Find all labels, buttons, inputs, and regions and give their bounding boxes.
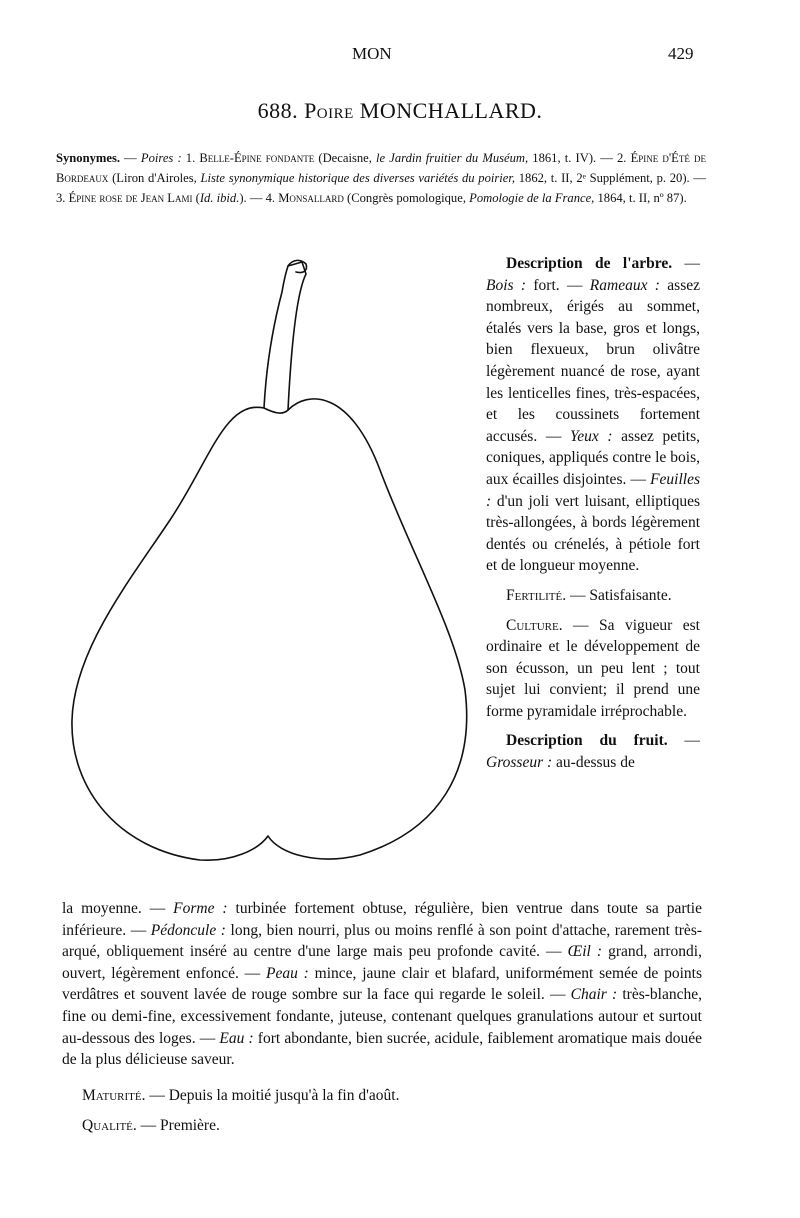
syn-dash: —: [120, 151, 141, 165]
title-number: 688.: [257, 98, 299, 123]
title-prefix: Poire: [304, 98, 354, 123]
syn-ref-title: le Jardin fruitier du Muséum,: [376, 151, 529, 165]
yeux-text: assez petits, coniques, appliqués contre le bois, aux écailles disjointes. —: [486, 427, 700, 488]
syn-ref-title: Liste synonymique historique des diverses variétés du poirier,: [200, 171, 516, 185]
page-title: [0, 98, 800, 124]
culture-text: — Sa vigueur est ordinaire et le développement de son écusson, un peu lent ; tout sujet lui convient; il prend une forme pyramidale irréprochable.: [486, 616, 700, 720]
fruit-heading-line: [486, 730, 700, 773]
fruit-heading: Description du fruit.: [506, 732, 668, 750]
culture-label: Culture.: [506, 616, 563, 634]
eau-text: fort abondante, bien sucrée, acidule, faiblement aromatique mais douée de la plus délicieuse saveur.: [62, 1029, 702, 1069]
synonyms-block: [56, 148, 706, 208]
feuilles-text: d'un joli vert luisant, elliptiques très-allongées, à bords légèrement dentés ou crénelés, à pétiole fort et de longueur moyenne.: [486, 492, 700, 575]
fertility: [486, 585, 700, 607]
syn-ref: (Liron d'Airoles,: [108, 171, 201, 185]
yeux-label: Yeux :: [570, 427, 613, 445]
right-column: [486, 253, 700, 774]
culture: [486, 615, 700, 723]
synonym-3: Épine rose de Jean Lami: [68, 191, 193, 205]
bois-text: fort. —: [526, 276, 590, 294]
synonyms-label: Synonymes.: [56, 151, 121, 165]
maturity: [62, 1085, 702, 1107]
grosseur-text: au-dessus de: [552, 754, 635, 772]
pedoncule-label: Pédoncule :: [150, 921, 226, 939]
chair-text: très-blanche, fine ou demi-fine, excessivement fondante, juteuse, contenant quelques granulations autour et surtout au-dessous des loges. —: [62, 986, 702, 1047]
oeil-label: Œil :: [567, 943, 603, 961]
grosseur-cont: la moyenne. —: [62, 900, 174, 917]
feuilles-label: Feuilles :: [486, 470, 700, 510]
fruit-paragraph: [62, 898, 702, 1071]
syn-ref: 1864, t. II, nº 87).: [594, 191, 687, 205]
syn-ref-title: Pomologie de la France,: [469, 191, 595, 205]
oeil-text: grand, arrondi, ouvert, légèrement enfoncé. —: [62, 943, 702, 982]
peau-label: Peau :: [266, 964, 309, 982]
synonym-2: Épine d'Été de Bordeaux: [56, 151, 706, 185]
eau-label: Eau :: [219, 1029, 254, 1047]
forme-text: turbinée fortement obtuse, régulière, bien ventrue dans toute sa partie inférieure. —: [62, 900, 702, 939]
maturity-label: Maturité.: [82, 1086, 146, 1104]
quality: [62, 1115, 702, 1137]
synonym-1: Belle-Épine fondante: [199, 151, 315, 165]
fertility-text: — Satisfaisante.: [566, 586, 672, 604]
synonym-4: Monsallard: [278, 191, 344, 205]
tree-description: [486, 253, 700, 577]
syn-ref: (Congrès pomologique,: [343, 191, 470, 205]
quality-label: Qualité.: [82, 1117, 137, 1135]
pear-outline: [72, 399, 467, 860]
peau-text: mince, jaune clair et blafard, uniformément semée de points verdâtres et souvent lavée de rouge sombre sur la face qui regarde le soleil. —: [62, 964, 702, 1004]
syn-num: 1.: [181, 151, 200, 165]
fruit-description: [62, 898, 702, 1137]
syn-ref: 1861, t. IV). — 2.: [528, 151, 631, 165]
syn-ref-title: Id. ibid.: [199, 191, 240, 205]
rameaux-label: Rameaux :: [589, 276, 660, 294]
maturity-text: — Depuis la moitié jusqu'à la fin d'août.: [145, 1086, 400, 1104]
bois-label: Bois :: [486, 276, 527, 294]
pear-illustration: [60, 250, 480, 900]
syn-ref: ). — 4.: [239, 191, 279, 205]
syn-ref: (: [192, 191, 200, 205]
quality-text: — Première.: [136, 1117, 220, 1135]
page-number: 429: [668, 44, 694, 63]
pear-stem: [264, 262, 306, 410]
syn-ref: (Decaisne,: [314, 151, 377, 165]
syn-ref: 1862, t. II, 2ᵉ Supplément, p. 20). — 3.: [56, 171, 706, 205]
grosseur-label: Grosseur :: [486, 754, 553, 772]
forme-label: Forme :: [173, 900, 228, 917]
tree-heading: Description de l'arbre.: [506, 255, 673, 272]
syn-kind: Poires :: [140, 151, 182, 165]
running-title: MON: [352, 44, 392, 63]
rameaux-text: assez nombreux, érigés au sommet, étalés vers la base, gros et longs, bien flexueux, brun olivâtre légèrement nuancé de rose, ayant les lenticelles fines, très-espacées, et les coussinets fortement accusés. —: [486, 276, 700, 445]
dash: —: [672, 255, 700, 272]
pedoncule-text: long, bien nourri, plus ou moins renflé à son point d'attache, rarement très-arqué, obliquement inséré au centre d'une large mais peu profonde cavité. —: [62, 921, 703, 961]
title-name: MONCHALLARD.: [359, 98, 543, 123]
fertility-label: Fertilité.: [506, 586, 567, 604]
dash: —: [667, 732, 700, 750]
chair-label: Chair :: [570, 986, 618, 1004]
